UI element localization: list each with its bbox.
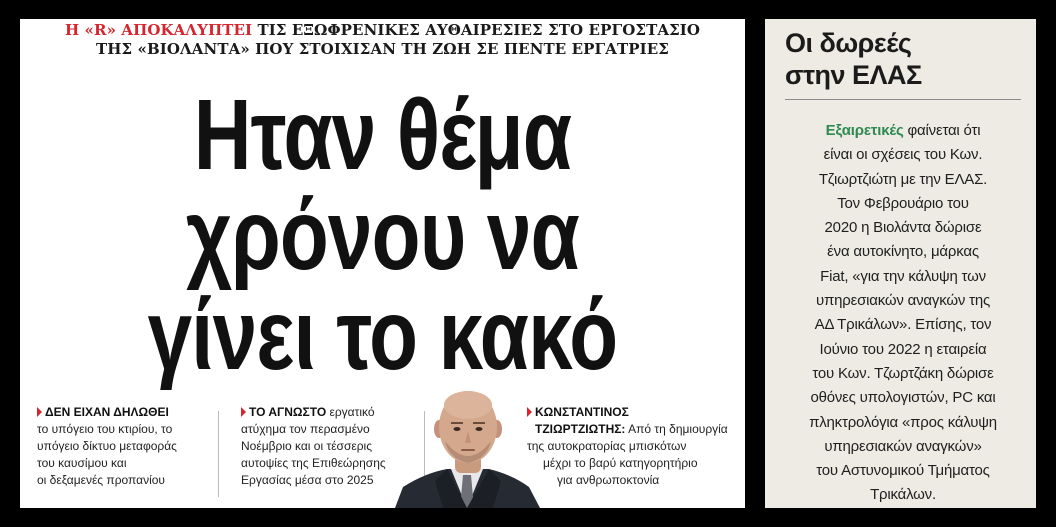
sidebar-first-word: Εξαιρετικές (825, 122, 904, 139)
sidebar-line: Τρικάλων. (870, 486, 936, 504)
summary-line: Νοέμβριο και οι τέσσερις (241, 439, 372, 453)
sidebar-line: του Αστυνομικού Τμήματος (816, 462, 990, 480)
sidebar-title-line: Οι δωρεές (785, 28, 912, 58)
summary-lead-rest: εργατικό (329, 405, 375, 419)
summary-column-1 (37, 404, 217, 489)
sidebar-line: Τον Φεβρουάριο του (837, 194, 969, 212)
summary-column-3 (527, 404, 742, 489)
summary-lead: ΚΩΝΣΤΑΝΤΙΝΟΣ (535, 405, 629, 419)
summary-lead: ΔΕΝ ΕΙΧΑΝ ΔΗΛΩΘΕΙ (45, 405, 169, 419)
summary-line: ατύχημα τον περασμένο (241, 422, 370, 436)
sidebar-line (785, 119, 1021, 143)
sidebar-line: υπηρεσιακών αναγκών της (815, 292, 990, 310)
headline-line: Ηταν θέμα (193, 79, 572, 191)
sidebar-line: Ιούνιο του 2022 η εταιρεία (819, 340, 987, 358)
person-photo (395, 389, 540, 508)
summary-line: για ανθρωποκτονία (557, 473, 660, 487)
article-kicker (20, 21, 745, 59)
summary-lead: ΤΟ ΑΓΝΩΣΤΟ (249, 405, 327, 419)
summary-line: Εργασίας μέσα στο 2025 (241, 473, 374, 487)
sidebar-line: ένα αυτοκίνητο, μάρκας (827, 243, 979, 261)
summary-lead-2: ΤΖΙΩΡΤΖΙΩΤΗΣ: (535, 422, 626, 436)
sidebar-line: οθόνες υπολογιστών, PC και (810, 389, 996, 407)
sidebar-title-line: στην ΕΛΑΣ (785, 60, 922, 90)
summary-line: του καυσίμου και (37, 456, 127, 470)
sidebar-box (765, 19, 1036, 508)
sidebar-divider (785, 99, 1021, 100)
sidebar-line: 2020 η Βιολάντα δώρισε (824, 219, 982, 237)
summary-column-2 (241, 404, 421, 489)
red-triangle-bullet-icon (527, 407, 532, 417)
summary-line: υπόγειο δίκτυο μεταφοράς (37, 439, 177, 453)
summary-line: της αυτοκρατορίας μπισκότων (527, 439, 687, 453)
sidebar-first-line-rest: φαίνεται ότι (907, 122, 981, 139)
red-triangle-bullet-icon (241, 407, 246, 417)
sidebar-line: ΑΔ Τρικάλων». Επίσης, τον (814, 316, 992, 334)
kicker-line-2: ΤΗΣ «ΒΙΟΛΑΝΤΑ» ΠΟΥ ΣΤΟΙΧΙΣΑΝ ΤΗ ΖΩΗ ΣΕ ΠΕΝΤΕ ΕΡΓΑΤΡΙΕΣ (95, 40, 670, 58)
summary-line: μέχρι το βαρύ κατηγορητήριο (543, 456, 698, 470)
sidebar-line: υπηρεσιακών αναγκών» (824, 437, 982, 455)
summary-line: οι δεξαμενές προπανίου (37, 473, 165, 487)
article-headline (20, 79, 745, 391)
sidebar-line: Τζιωρτζιώτη με την ΕΛΑΣ. (818, 170, 988, 188)
column-divider (218, 411, 219, 497)
sidebar-line: του Κων. Τζωρτζάκη δώρισε (812, 364, 994, 382)
sidebar-title (785, 27, 1025, 91)
sidebar-line: πληκτρολόγια «προς κάλυψη (809, 413, 997, 431)
kicker-line-1-rest: ΤΙΣ ΕΞΩΦΡΕΝΙΚΕΣ ΑΥΘΑΙΡΕΣΙΕΣ ΣΤΟ ΕΡΓΟΣΤΑΣΙΟ (257, 21, 701, 39)
kicker-line-1 (20, 21, 745, 40)
sidebar-line: είναι οι σχέσεις του Κων. (823, 146, 983, 164)
summary-lead-rest: Από τη δημιουργία (628, 422, 728, 436)
main-article (20, 19, 745, 508)
headline-line: γίνει το κακό (147, 279, 618, 391)
summary-line: αυτοψίες της Επιθεώρησης (241, 456, 386, 470)
kicker-prefix: Η «R» ΑΠΟΚΑΛΥΠΤΕΙ (64, 21, 253, 39)
headline-line: χρόνου να (185, 179, 580, 291)
red-triangle-bullet-icon (37, 407, 42, 417)
sidebar-line: Fiat, «για την κάλυψη των (820, 267, 986, 285)
sidebar-body (785, 119, 1021, 508)
summary-line: το υπόγειο του κτιρίου, το (37, 422, 173, 436)
